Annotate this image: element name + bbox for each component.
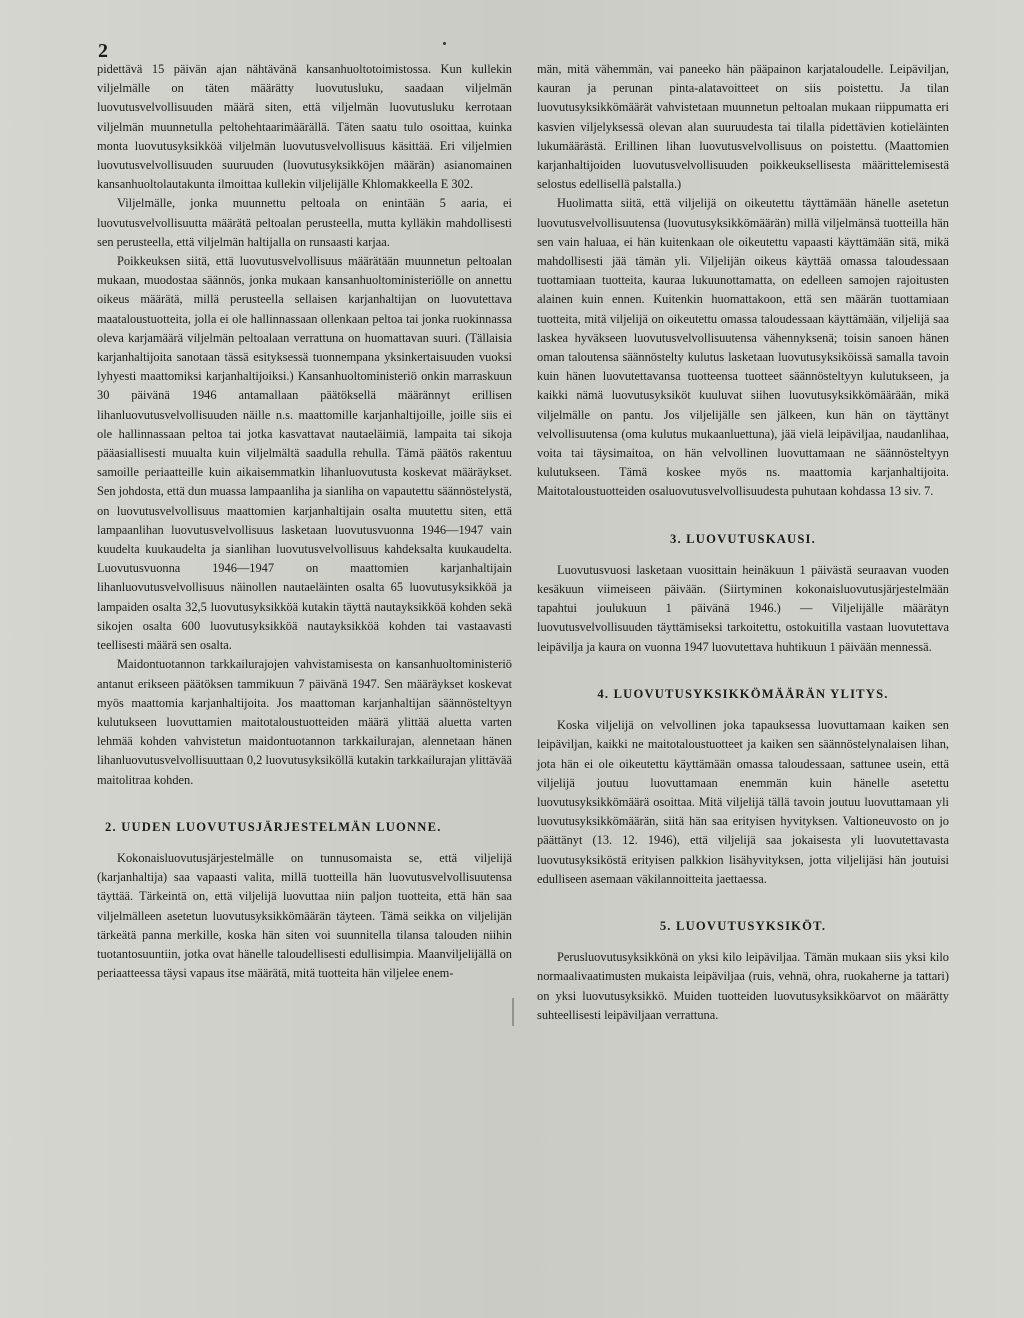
right-column bbox=[537, 60, 949, 1025]
left-paragraph-5: Kokonaisluovutusjärjestelmälle on tunnusomaista se, että viljelijä (karjanhaltija) saa vapaasti valita, millä tuotteilla hän luovutusvelvollisuutensa täyttää. Tärkeintä on, että viljelijä luovuttaa niin paljon tuotteita, että hän saa viljelmälleen asetetun luovutusyksikkömäärän täyteen. Tämä seikka on viljelijän tärkeätä panna merkille, koska hän siten voi suunnitella tilansa talouden niihin tuotantosuuntiin, jotka ovat hänelle taloudellisesti edullisimpia. Maanviljelijällä on periaatteessa täysi vapaus itse määrätä, mitä tuotteita hän viljelee enem- bbox=[97, 850, 512, 981]
right-paragraph-3: Luovutusvuosi lasketaan vuosittain heinäkuun 1 päivästä seuraavan vuoden kesäkuun viimeiseen päivään. (Siirtyminen kokonaisluovutusjärjestelmään tapahtui joulukuun 1 päivänä 1946.) — Viljelijälle määrätyn luovutusvelvollisuuden täyttämiseksi tarkoitettu, ostokuitilla vastaan luovutettava leipävilja ja kaura on vuonna 1947 luovutettava huhtikuun 1 päivään mennessä. bbox=[537, 562, 949, 654]
right-paragraph-4: Koska viljelijä on velvollinen joka tapauksessa luovuttamaan kaiken sen leipäviljan, kaikki ne maitotaloustuotteet ja kaiken sen säännöstelynalaisen lihan, jota hän ei ole oikeutettu käyttämään omassa taloudessaan, sattunee usein, että viljelijä joutuu luovuttamaan enemmän kuin hänelle asetettu luovutusyksikkömäärä osoittaa. Mitä viljelijä tällä tavoin joutuu luovuttamaan yli luovutusyksikkömäärän, siitä hän saa erityisen hyvityksen. Valtioneuvosto on jo päättänyt (13. 12. 1946), että viljelijä saa jokaisesta yli luovutettavasta luovutusyksiköstä erityisen palkkion lisähyvityksen, jotta viljelijäsi hän joutuisi edulliseen asemaan väkilannoitteita jaettaessa. bbox=[537, 718, 949, 886]
left-paragraph-3: Poikkeuksen siitä, että luovutusvelvollisuus määrätään muunnetun peltoalan mukaan, muodostaa säännös, jonka mukaan kansanhuoltoministeriölle on annettu oikeus määrätä, millä perusteella sellaisen karjanhaltijan on luovutettava maataloustuotteita, jolla ei ole hallinnassaan ollenkaan peltoa tai jonka ruokinnassa oleva karjamäärä viljelmän peltoalaan verrattuna on huomattavan suuri. (Tällaisia karjanhaltijoita sanotaan tässä esityksessä tuonnempana yksinkertaisuuden vuoksi lyhyesti maattomiksi karjanhaltijoiksi.) Kansanhuoltoministeriö onkin marraskuun 30 päivänä 1946 antamallaan päätöksellä määrännyt erillisen lihanluovutusvelvollisuuden näille n.s. maattomille karjanhaltijoille, joille siis ei ole hallinnassaan peltoa tai jotka kasvattavat nautaeläimiä, lampaita tai sikoja pääasiallisesti muualta kuin viljelmältä saadulla rehulla. Tämä päätös rakentuu samoille periaatteille kuin aikaisemmatkin lihanluovutusta koskevat määräykset. Sen johdosta, että dun muassa lampaanliha ja sianliha on vapautettu säännöstelystä, on luovutusvelvollisuus maattomien karjanhaltijain osalta muutettu siten, että lampaanlihan luovutusvelvollisuus lasketaan luovutusvuonna 1946—1947 vain kuudelta kuukaudelta ja sianlihan luovutusvelvollisuus kahdeksalta kuukaudelta. Luovutusvuonna 1946—1947 on maattomien karjanhaltijain lihanluovutusvelvollisuus näinollen nautaeläinten osalta 65 luovutusyksikköä ja lampaiden osalta 32,5 luovutusyksikköä kutakin täyttä nautayksikköä kohden sekä sikojen osalta 600 luovutusyksikköä nautayksikköä kohden tai vastaavasti teellisesti määrä sen osalta. bbox=[97, 254, 512, 653]
section-heading-3: 3. LUOVUTUSKAUSI. bbox=[669, 531, 816, 546]
section-heading-5: 5. LUOVUTUSYKSIKÖT. bbox=[659, 918, 827, 933]
right-paragraph-2: Huolimatta siitä, että viljelijä on oikeutettu täyttämään hänelle asetetun luovutusvelvollisuutensa (luovutusyksikkömäärän) millä viljelmänsä tuotteilla hän sen vain haluaa, ei hän kuitenkaan ole oikeutettu vapaasti käyttämään sitä, mikä mahdollisesti jää tämän yli. Viljelijän oikeus käyttää omassa taloudessaan tuottamiaan tuotteita, kauraa lukuunottamatta, on edelleen samojen rajoitusten alainen kuin ennen. Kuitenkin huomattakoon, että sen määrän tuottamiaan tuotteita, mitä viljelijä on oikeutettu omassa taloudessaan käyttämään, viljelijä saa laskea hyväkseen luovutusvelvollisuutensa vähennyksenä; toisin sanoen hänen oman taloutensa säännöstelty kulutus lasketaan luovutusyksiköissä samalla tavoin kuin hänen luovutettavansa tuotteensa tuotteet säännösteltyyn kulutukseen, ja kaikki nämä luovutusyksiköt kuuluvat siihen luovutusyksikkömäärään, mikä viljelmälle on pantu. Jos viljelijälle sen jälkeen, kun hän on täyttänyt velvollisuutensa (oma kulutus mukaanluettuna), jää vielä leipäviljaa, naudanlihaa, voita tai täysimaitoa, on hän velvollinen luovuttamaan ne säännösteltyyn kulutukseen. Tämä koskee myös ns. maattomia karjanhaltijoita. Maitotaloustuotteiden osaluovutusvelvollisuudesta puhutaan kohdassa 13 siv. 7. bbox=[537, 196, 949, 499]
section-heading-2: 2. UUDEN LUOVUTUSJÄRJESTELMÄN LUONNE. bbox=[105, 819, 442, 834]
right-paragraph-1: män, mitä vähemmän, vai paneeko hän pääpainon karjataloudelle. Leipäviljan, kauran ja perunan pinta-alatavoitteet on siis poistettu. Ja tilan luovutusyksikkömäärät vahvistetaan muunnetun peltoalan mukaan riippumatta eri kasvien viljelyksessä olevan alan suuruudesta tai tilalla pidettävien kotieläinten lukumäärästä. Erillinen lihan luovutusvelvollisuus on poistettu. (Maattomien karjanhaltijoiden luovutusvelvollisuuden poikkeuksellisesta määrittelemisestä selostus edellisellä palstalla.) bbox=[537, 62, 949, 192]
print-speck bbox=[443, 42, 446, 45]
left-paragraph-4: Maidontuotannon tarkkailurajojen vahvistamisesta on kansanhuoltoministeriö antanut erikseen päätöksen tammikuun 7 päivänä 1947. Sen määräykset koskevat myös maattomia karjanhaltijoita. Jos maattoman karjanhaltijan säännösteltyyn kulutukseen luovuttamien maitotaloustuotteiden määrä ylittää aluetta varten lehmää kohden vahvistetun maidontuotannon tarkkailurajan, alennetaan hänen lihanluovutusvelvollisuuttaan 0,2 luovutusyksiköllä kutakin tarkkailurajan ylittävää maitolitraa kohden. bbox=[97, 657, 512, 787]
left-column bbox=[97, 60, 512, 983]
section-heading-4: 4. LUOVUTUSYKSIKKÖMÄÄRÄN YLITYS. bbox=[597, 686, 889, 701]
left-paragraph-2: Viljelmälle, jonka muunnettu peltoala on enintään 5 aaria, ei luovutusvelvollisuutta määrätä peltoalan perusteella, mutta kylläkin mahdollisesti sen perusteella, että viljelmän haltijalla on runsaasti karjaa. bbox=[97, 196, 512, 249]
page-number: 2 bbox=[98, 40, 108, 62]
right-paragraph-5: Perusluovutusyksikkönä on yksi kilo leipäviljaa. Tämän mukaan siis yksi kilo normaalivaatimusten mukaista leipäviljaa (ruis, vehnä, ohra, ruokaherne ja tattari) on yksi luovutusyksikkö. Muiden tuotteiden luovutusyksikköarvot on määrätty suhteellisesti leipäviljaan verrattuna. bbox=[537, 950, 949, 1022]
left-paragraph-1: pidettävä 15 päivän ajan nähtävänä kansanhuoltotoimistossa. Kun kullekin viljelmälle on täten määrätty luovutusluku, saadaan viljelmän luovutusvelvollisuuden määrä siten, että viljelmän luovutusluku kerrotaan viljelmän muunnetulla peltohehtaarimäärällä. Täten saatu tulo osoittaa, kuinka monta luovutusyksikköä viljelmän luovutusvelvollisuus käsittää. Eri viljelmien luovutusvelvollisuuden suuruuden (luovutusyksikköjen määrän) asianomainen kansanhuoltolautakunta ilmoittaa kullekin viljelijälle Khlomakkeella E 302. bbox=[97, 62, 512, 192]
page-fold-mark bbox=[512, 998, 514, 1026]
